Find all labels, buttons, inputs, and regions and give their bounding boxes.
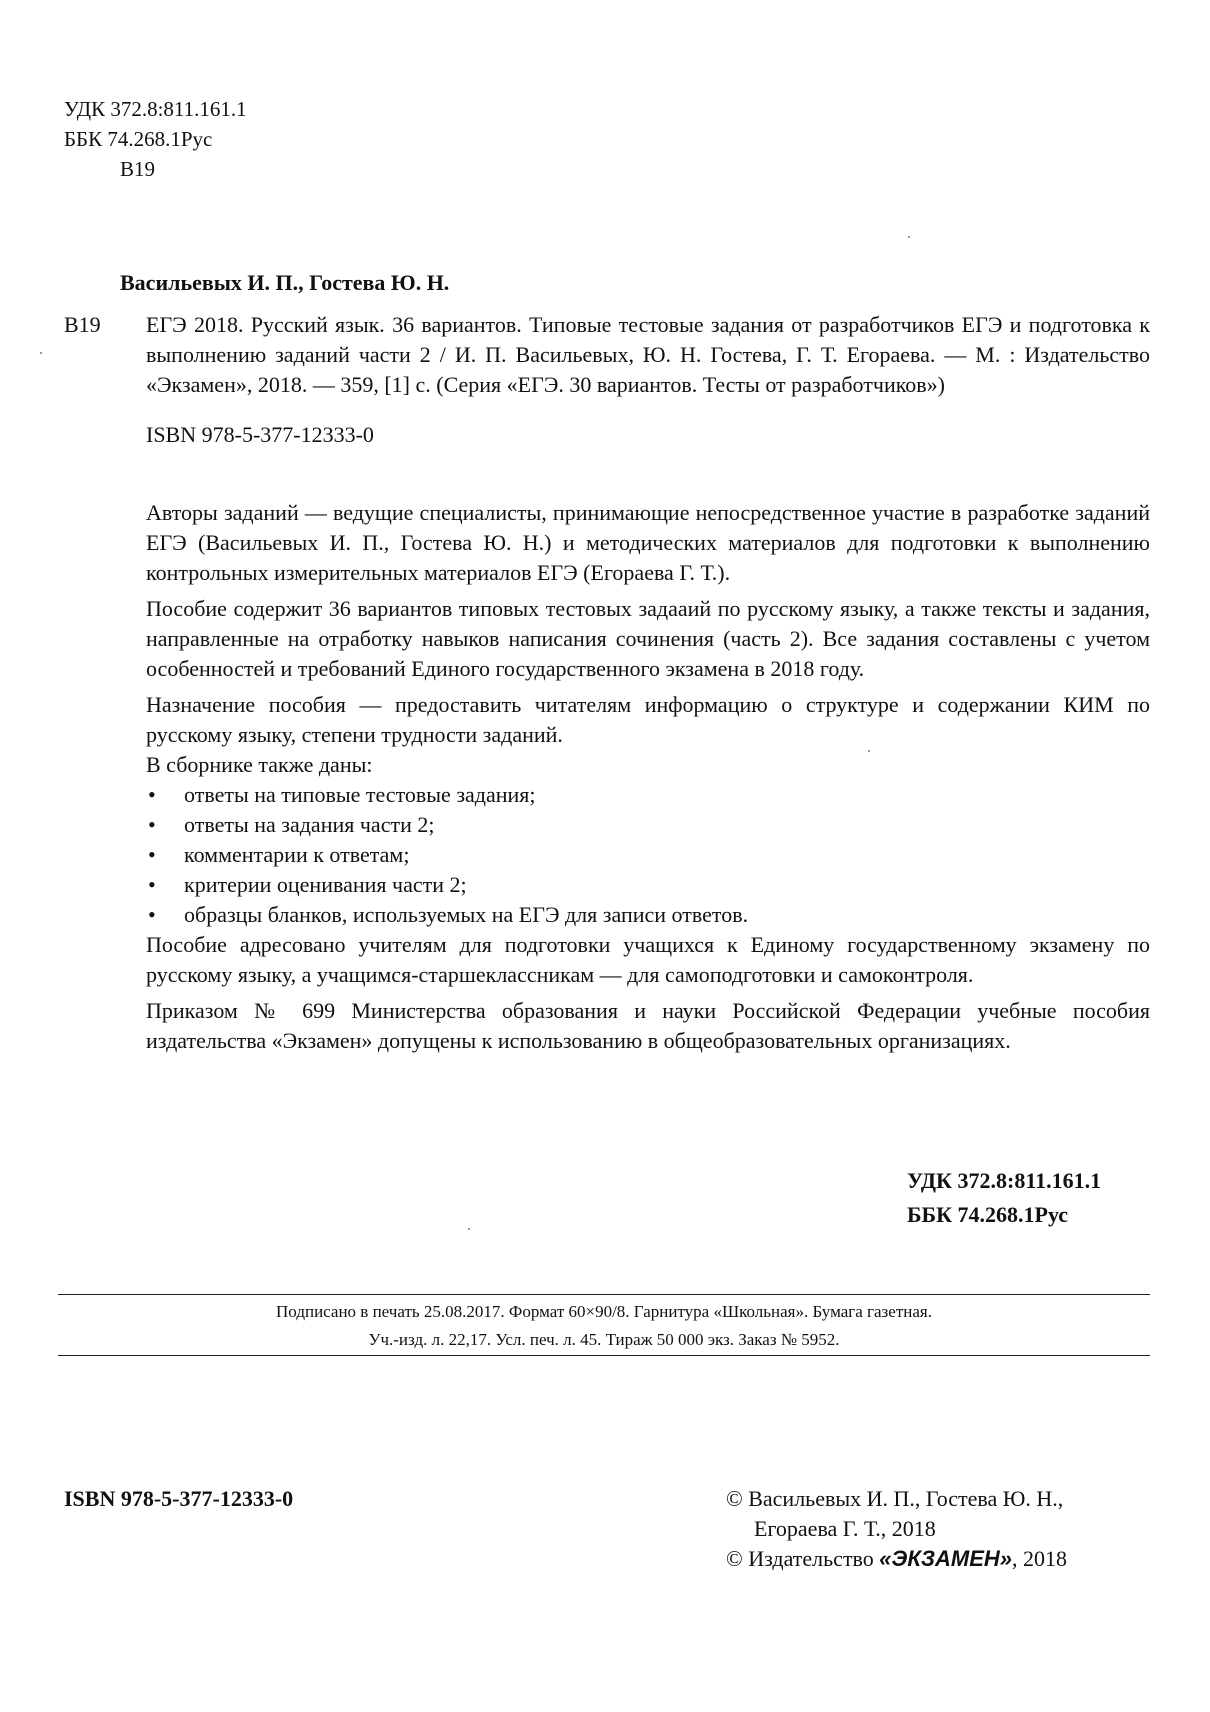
annotation-paragraph: Пособие содержит 36 вариантов типовых тестовых задааий по русскому языку, а также тексты и задания, направленные на отработку навыков написания сочинения (часть 2). Все задания составлены с учетом особенностей и требований Единого государственного экзамена в 2018 году. xyxy=(146,596,1150,681)
annotation-paragraph: Пособие адресовано учителям для подготовки учащихся к Единому государственному экзамену по русскому языку, а учащимся-старшеклассникам — для самоподготовки и самоконтроля. xyxy=(146,932,1150,987)
scan-speck xyxy=(908,236,910,238)
author-mark: В19 xyxy=(120,157,156,181)
list-item: • образцы бланков, используемых на ЕГЭ для записи ответов. xyxy=(146,900,1150,930)
isbn-bottom: ISBN 978-5-377-12333-0 xyxy=(64,1486,294,1511)
copyright-publisher xyxy=(726,1544,1067,1574)
catalog-entry-isbn: ISBN 978-5-377-12333-0 xyxy=(146,422,374,447)
annotation-paragraph: Авторы заданий — ведущие специалисты, принимающие непосредственное участие в разработке заданий ЕГЭ (Васильевых И. П., Гостева Ю. Н.) и методических материалов для подготовки к выполнению контрольных измерительных материалов ЕГЭ (Егораева Г. Т.). xyxy=(146,500,1150,585)
classification-codes-bottom xyxy=(907,1164,1101,1232)
catalog-entry-text: ЕГЭ 2018. Русский язык. 36 вариантов. Типовые тестовые задания от разработчиков ЕГЭ и подготовка к выполнению заданий части 2 / И. П. Васильевых, Ю. Н. Гостева, Г. Т. Егораева. — М. : Издательство «Экзамен», 2018. — 359, [1] с. (Серия «ЕГЭ. 30 вариантов. Тесты от разработчиков») xyxy=(146,312,1150,397)
udk-code: УДК 372.8:811.161.1 xyxy=(64,97,247,121)
list-item: • ответы на задания части 2; xyxy=(146,810,1150,840)
annotation xyxy=(146,498,1150,1056)
imprint-block xyxy=(58,1298,1150,1354)
list-intro: В сборнике также даны: xyxy=(146,752,373,777)
copyright-authors: © Васильевых И. П., Гостева Ю. Н., xyxy=(726,1486,1064,1511)
list-item: • ответы на типовые тестовые задания; xyxy=(146,780,1150,810)
scan-speck xyxy=(468,1228,470,1230)
copyright-block xyxy=(726,1484,1067,1574)
scan-speck xyxy=(868,750,870,752)
copyright-publisher-year: , 2018 xyxy=(1012,1546,1068,1571)
contents-list xyxy=(146,780,1150,930)
imprint-line-1: Подписано в печать 25.08.2017. Формат 60×90/8. Гарнитура «Школьная». Бумага газетная. xyxy=(276,1302,932,1321)
imprint-top-rule xyxy=(58,1294,1150,1295)
copyright-authors-cont: Егораева Г. Т., 2018 xyxy=(754,1516,936,1541)
list-item: • комментарии к ответам; xyxy=(146,840,1150,870)
bbk-code: ББК 74.268.1Рус xyxy=(64,127,213,151)
copyright-publisher-prefix: © Издательство xyxy=(726,1546,880,1571)
annotation-paragraph: Приказом № 699 Министерства образования и науки Российской Федерации учебные пособия издательства «Экзамен» допущены к использованию в общеобразовательных организациях. xyxy=(146,998,1150,1053)
publisher-brand: «ЭКЗАМЕН» xyxy=(879,1546,1013,1571)
catalog-entry xyxy=(64,310,1150,450)
udk-code-bottom: УДК 372.8:811.161.1 xyxy=(907,1168,1102,1193)
catalog-entry-code: В19 xyxy=(64,312,101,337)
imprint-bottom-rule xyxy=(58,1355,1150,1356)
scan-speck xyxy=(40,352,42,354)
list-item: • критерии оценивания части 2; xyxy=(146,870,1150,900)
classification-codes-top xyxy=(64,94,247,184)
author-line: Васильевых И. П., Гостева Ю. Н. xyxy=(120,270,450,295)
imprint-line-2: Уч.-изд. л. 22,17. Усл. печ. л. 45. Тираж 50 000 экз. Заказ № 5952. xyxy=(368,1330,840,1349)
bbk-code-bottom: ББК 74.268.1Рус xyxy=(907,1202,1069,1227)
annotation-paragraph: Назначение пособия — предоставить читателям информацию о структуре и содержании КИМ по русскому языку, степени трудности заданий. xyxy=(146,692,1150,747)
